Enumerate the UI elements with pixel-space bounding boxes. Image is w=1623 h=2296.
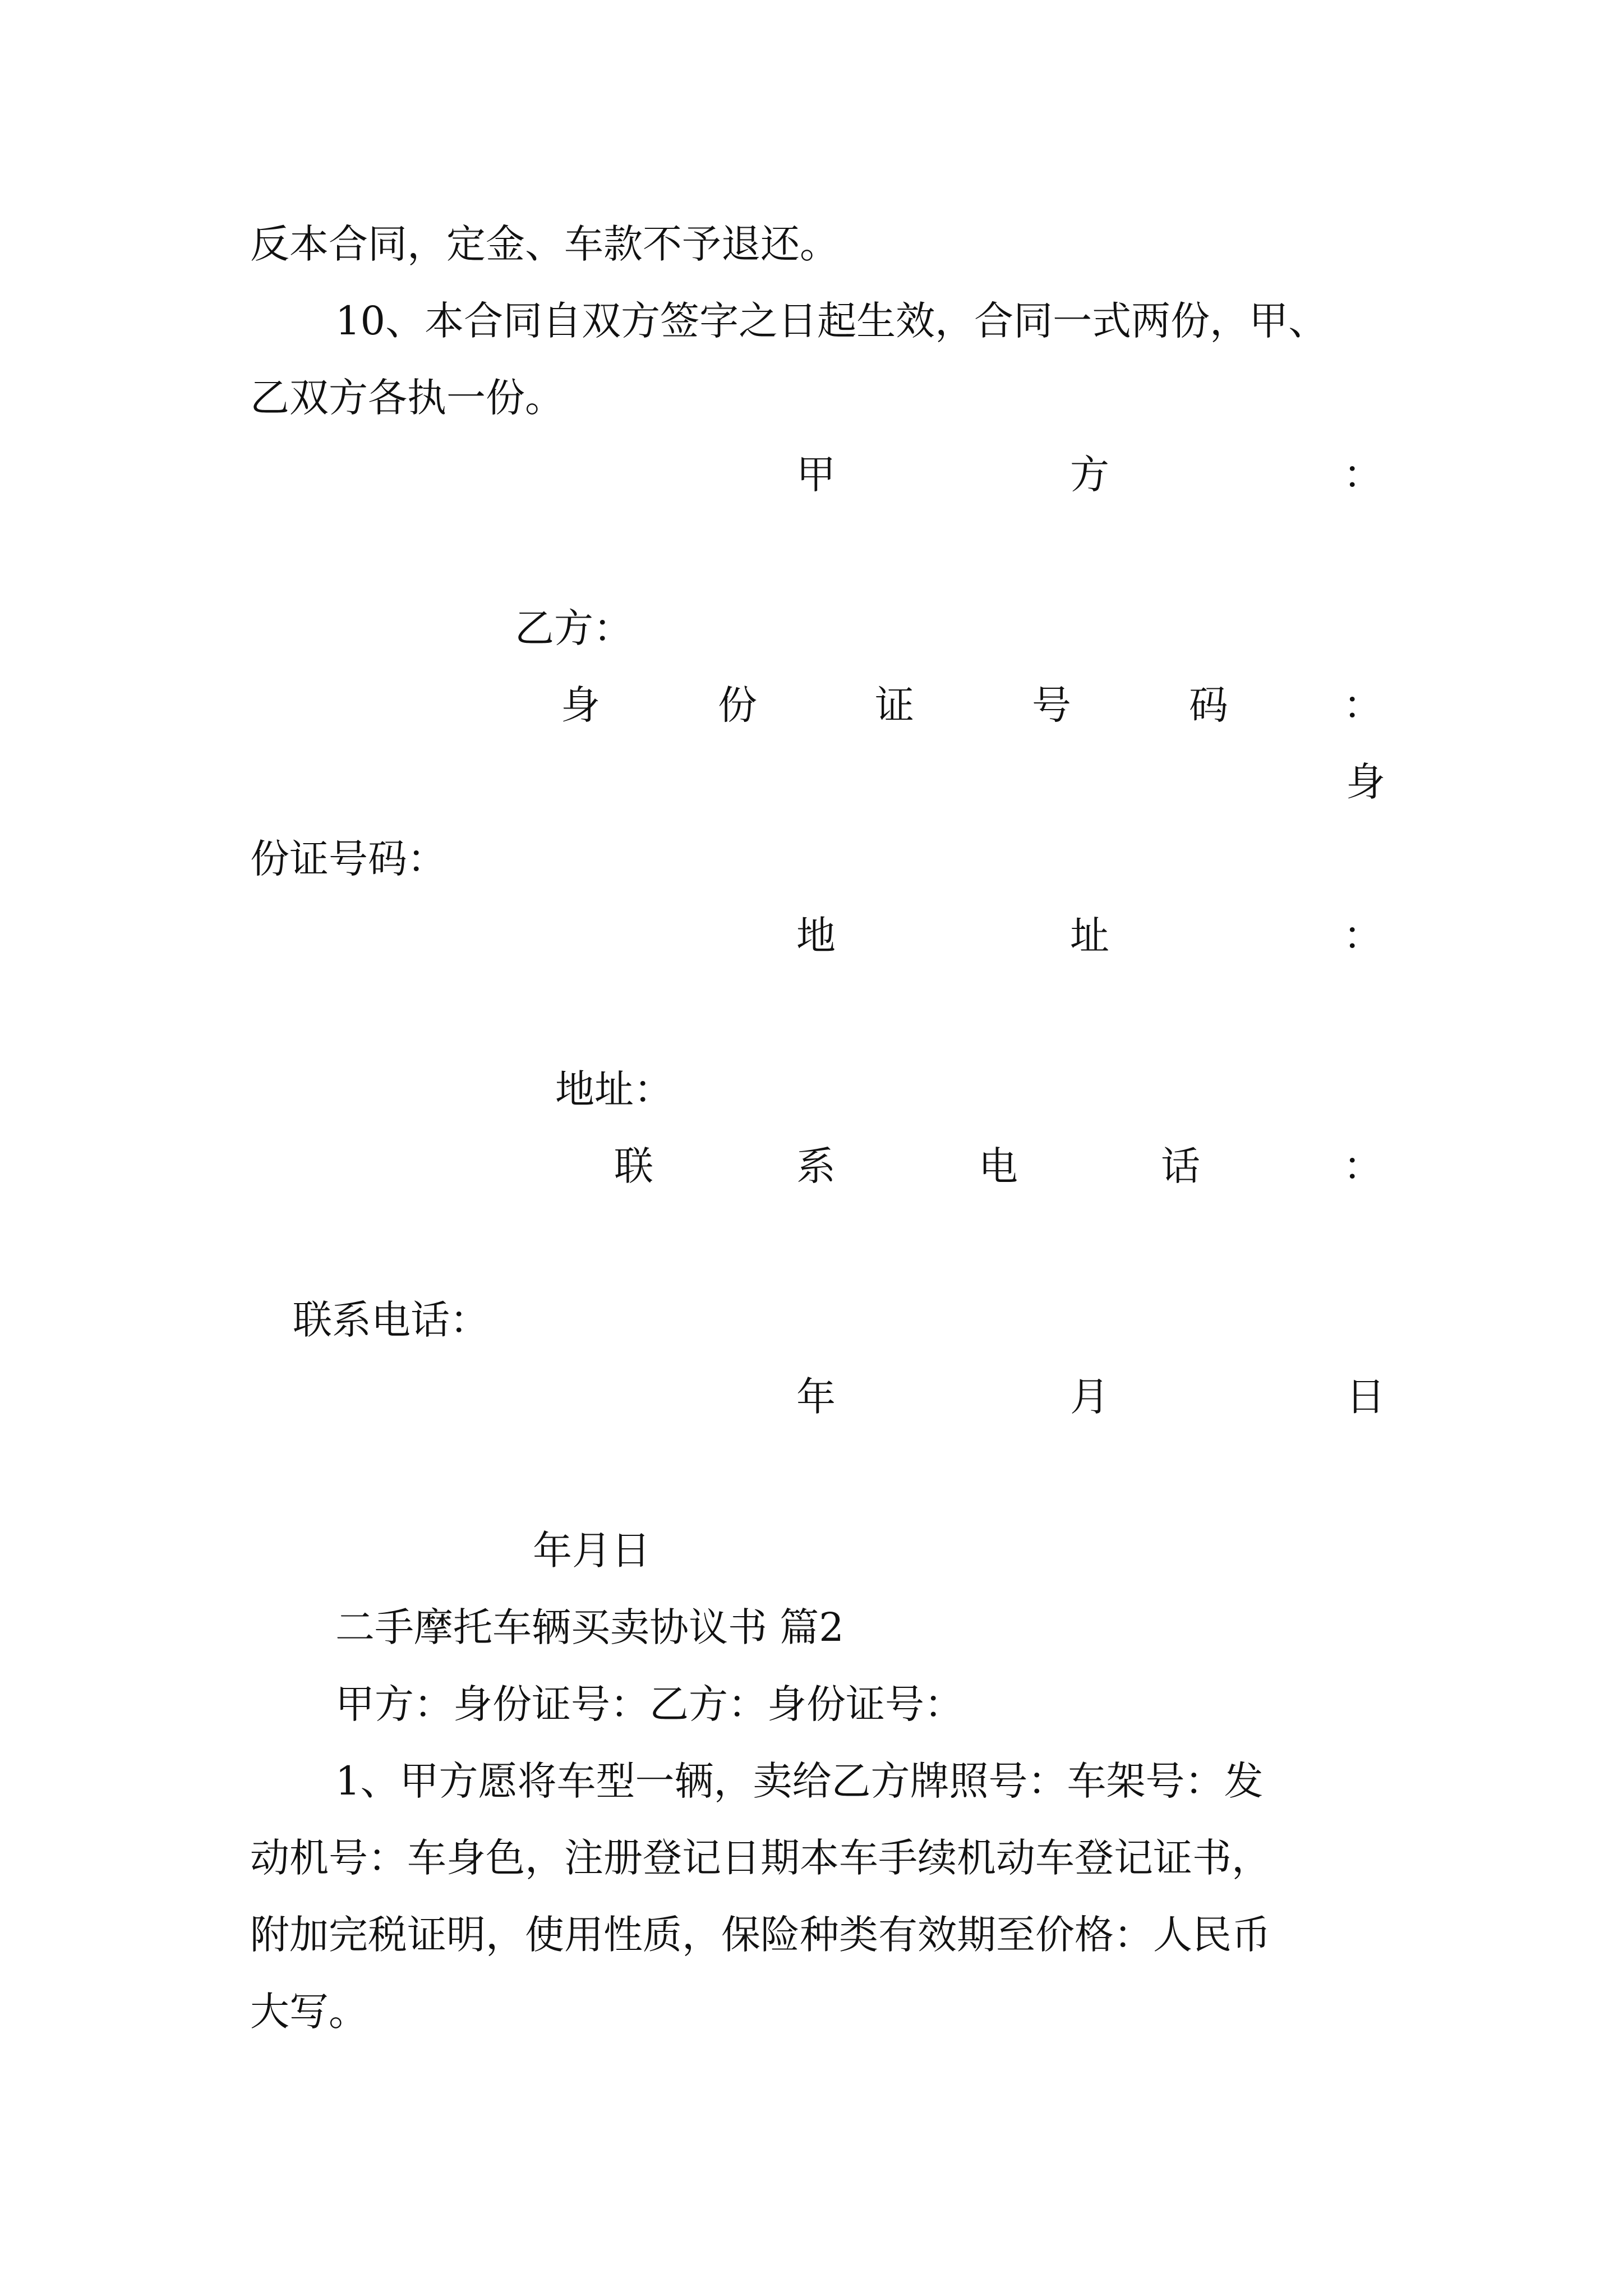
parties-id-line: 甲方：身份证号：乙方：身份证号： [335,1681,963,1727]
party-b-label: 乙方： [515,605,633,651]
phone-label-b: 联系电话： [293,1297,489,1343]
text-line-refund: 反本合同，定金、车款不予退还。 [250,221,839,267]
clause-1-line-2: 动机号：车身色，注册登记日期本车手续机动车登记证书， [250,1835,1271,1881]
clause-10-line-1: 10、本合同自双方签字之日起生效，合同一式两份，甲、 [335,298,1328,344]
id-number-label-b-2: 份证号码： [250,836,446,882]
date-label-b: 年月日 [533,1527,651,1573]
document-page: 反本合同，定金、车款不予退还。 10、本合同自双方签字之日起生效，合同一式两份，甲、 乙双方各执一份。 甲 方 ： 乙方： 身 份 证 号 码 ： 身 份证号码： 地 址 ： 地址： 联 系 电 话 ： 联系电话： 年 月 日 年月日 二手摩托车辆买卖协议书 篇2 甲方：身份证号：乙方：身份证号： 1、甲方愿将车型一辆，卖给乙方牌照号：车架号：发 动机号：车身色，注册登记日期本车手续机动车登记证书， 附加完税证明，使用性质，保险种类有效期至价格：人民币 大写。 [250,221,1385,2035]
clause-1-line-4: 大写。 [250,1989,368,2035]
clause-1-line-3: 附加完税证明，使用性质，保险种类有效期至价格：人民币 [250,1912,1271,1958]
id-number-label-b-1: 身 [1346,759,1385,805]
clause-10-line-2: 乙双方各执一份。 [250,375,564,421]
clause-1-line-1: 1、甲方愿将车型一辆，卖给乙方牌照号：车架号：发 [335,1758,1264,1804]
section-2-title: 二手摩托车辆买卖协议书 篇2 [335,1604,844,1650]
address-label-b: 地址： [555,1066,673,1112]
